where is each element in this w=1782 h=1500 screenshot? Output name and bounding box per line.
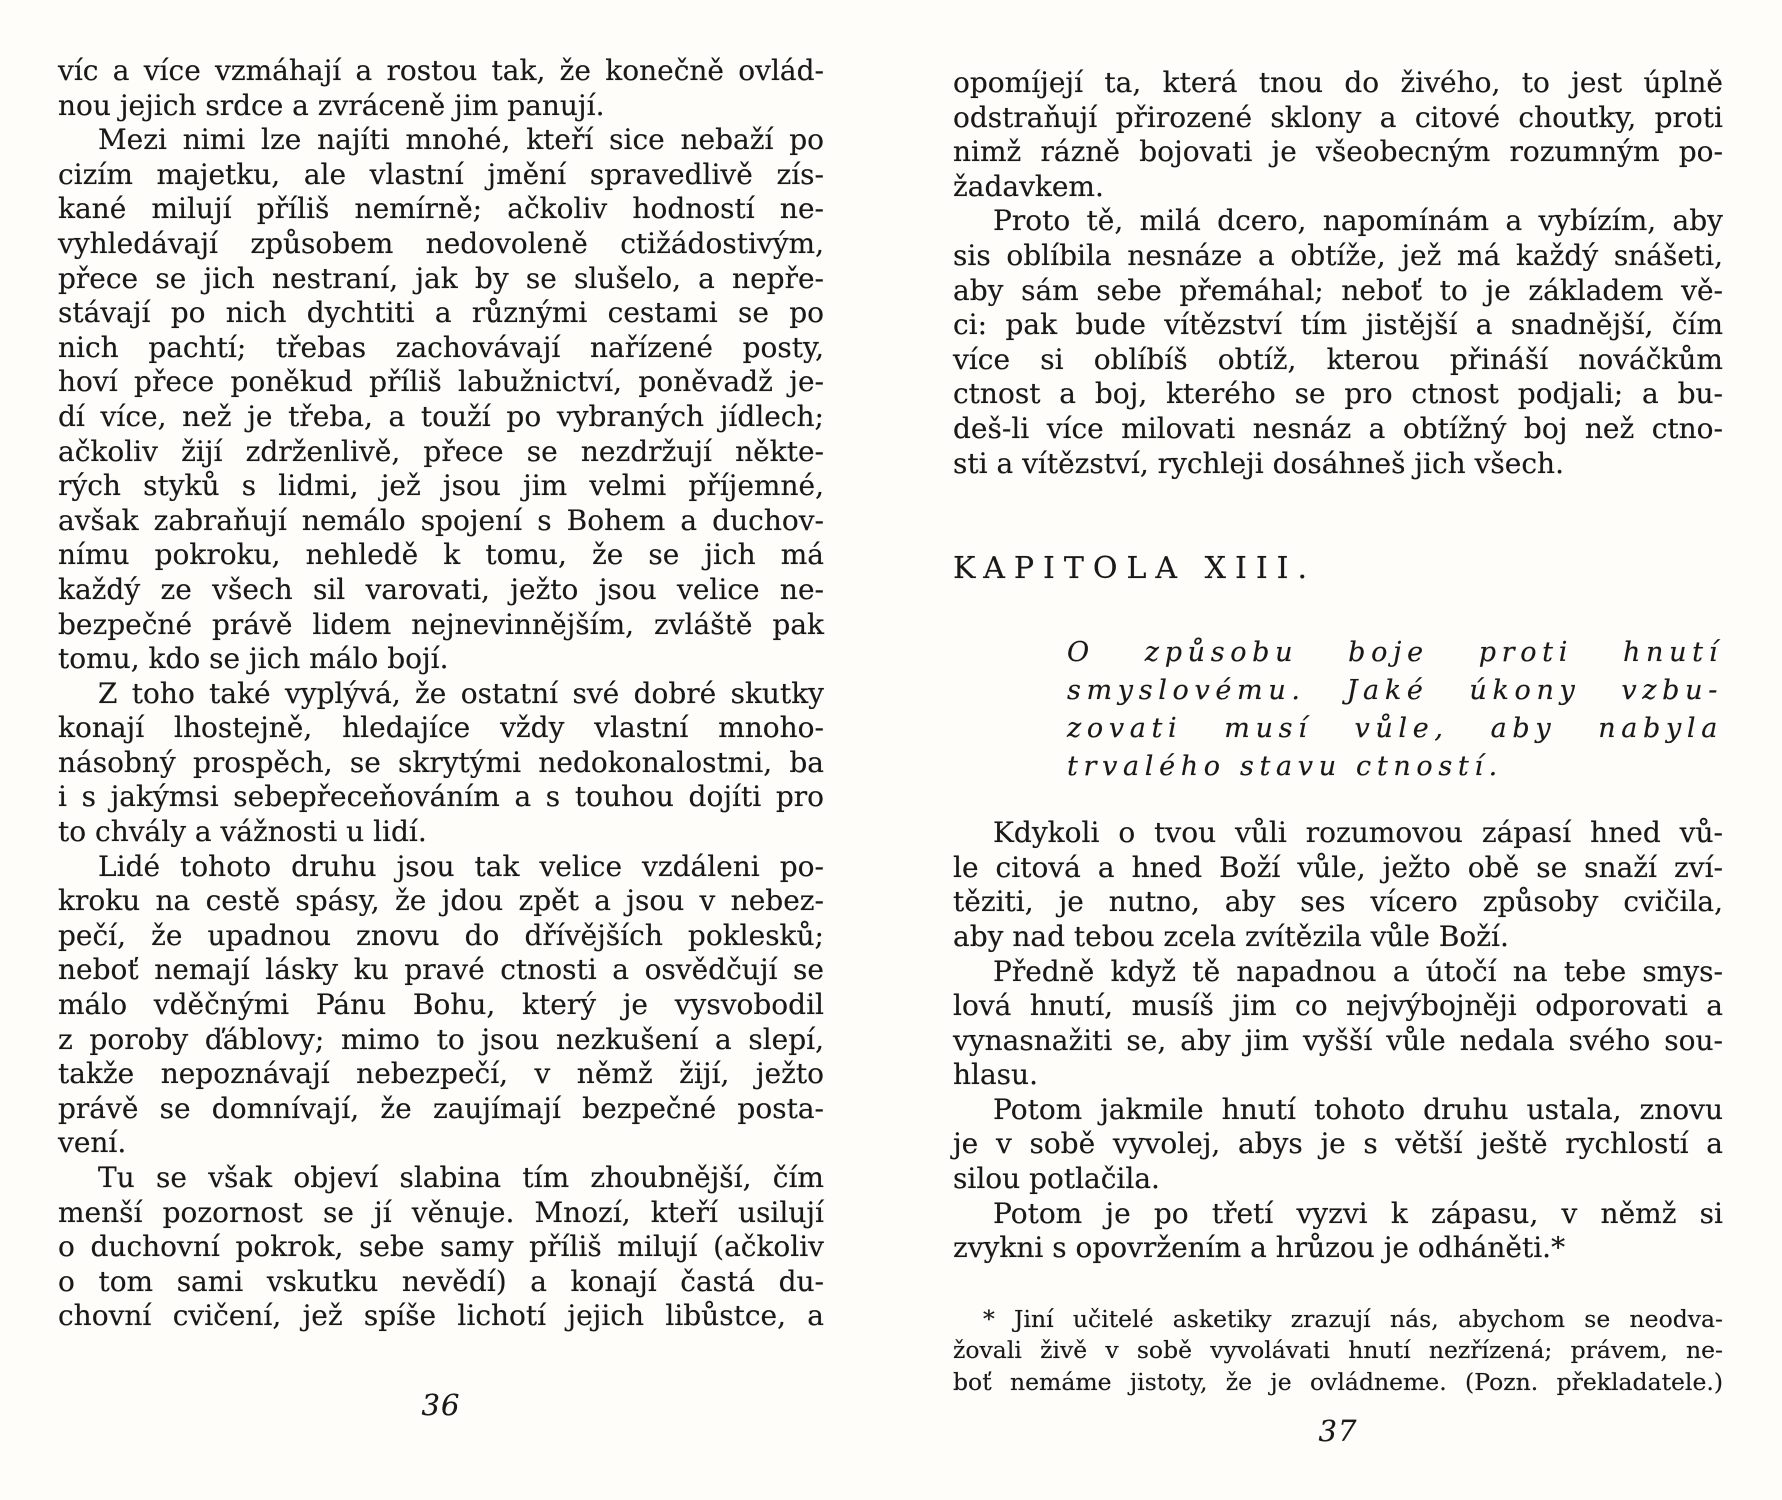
text-line: konají lhostejně, hledajíce vždy vlastní mnoho- bbox=[58, 711, 824, 745]
text-line: O způsobu boje proti hnutí bbox=[1067, 637, 1723, 669]
text-line: smyslovému. Jaké úkony vzbu- bbox=[1067, 675, 1723, 707]
text-line: nimž rázně bojovati je všeobecným rozumným po- bbox=[953, 135, 1723, 169]
text-line: Potom je po třetí vyzvi k zápasu, v němž si bbox=[993, 1196, 1723, 1230]
text-line: stávají po nich dychtiti a různými cestami se po bbox=[58, 296, 824, 330]
text-line: vynasnažiti se, aby jim vyšší vůle nedala svého sou- bbox=[953, 1023, 1723, 1057]
text-line: více si oblíbíš obtíž, kterou přináší nováčkům bbox=[953, 342, 1723, 376]
text-line: vení. bbox=[58, 1126, 127, 1160]
text-line: rých styků s lidmi, jež jsou jim velmi příjemné, bbox=[58, 469, 824, 503]
paragraph bbox=[953, 955, 1723, 1093]
text-line: zvykni s opovržením a hrůzou je odháněti.* bbox=[953, 1231, 1566, 1265]
text-line: opomíjejí ta, která tnou do živého, to jest úplně bbox=[953, 66, 1723, 99]
text-line: silou potlačila. bbox=[953, 1162, 1160, 1196]
text-line: ctnost a boj, kterého se pro ctnost podjali; a bu- bbox=[953, 377, 1723, 411]
text-line: odstraňují přirozené sklony a citové choutky, proti bbox=[953, 100, 1723, 134]
text-line: Kdykoli o tvou vůli rozumovou zápasí hned vů- bbox=[993, 816, 1723, 850]
text-line: každý ze všech sil varovati, ježto jsou velice ne- bbox=[58, 572, 824, 606]
text-line: málo vděčnými Pánu Bohu, který je vysvobodil bbox=[58, 988, 824, 1022]
text-line: žovali živě v sobě vyvolávati hnutí nezřízená; právem, ne- bbox=[953, 1336, 1723, 1365]
text-line: deš-li více milovati nesnáz a obtížný boj než ctno- bbox=[953, 411, 1723, 445]
text-line: le citová a hned Boží vůle, ježto obě se snaží zví- bbox=[953, 850, 1723, 884]
text-line: přece se jich nestraní, jak by se slušelo, a nepře- bbox=[58, 261, 824, 295]
text-line: tomu, kdo se jich málo bojí. bbox=[58, 642, 449, 676]
text-line: chovní cvičení, jež spíše lichotí jejich libůstce, a bbox=[58, 1299, 824, 1333]
text-line: Mezi nimi lze najíti mnohé, kteří sice nebaží po bbox=[98, 123, 824, 157]
text-line: neboť nemají lásky ku pravé ctnosti a osvědčují se bbox=[58, 953, 824, 987]
text-line: hoví přece poněkud příliš labužnictví, poněvadž je- bbox=[58, 365, 824, 399]
paragraph bbox=[953, 204, 1723, 481]
text-line: nich pachtí; třebas zachovávají nařízené posty, bbox=[58, 330, 824, 364]
text-line: ci: pak bude vítězství tím jistější a snadnější, čím bbox=[953, 308, 1723, 342]
text-line: trvalého stavu ctností. bbox=[1067, 751, 1503, 783]
paragraph bbox=[953, 1304, 1723, 1399]
paragraph bbox=[953, 816, 1723, 954]
text-line: víc a více vzmáhají a rostou tak, že konečně ovlád- bbox=[58, 54, 824, 87]
text-line: Potom jakmile hnutí tohoto druhu ustala, znovu bbox=[993, 1092, 1723, 1126]
chapter-subtitle bbox=[1067, 634, 1723, 786]
text-line: pečí, že upadnou znovu do dřívějších poklesků; bbox=[58, 918, 824, 952]
text-line: nou jejich srdce a zvráceně jim panují. bbox=[58, 88, 605, 122]
text-line: nímu pokroku, nehledě k tomu, že se jich má bbox=[58, 538, 824, 572]
text-line: aby nad tebou zcela zvítězila vůle Boží. bbox=[953, 919, 1509, 953]
text-line: Z toho také vyplývá, že ostatní své dobré skutky bbox=[98, 676, 824, 710]
paragraph bbox=[58, 54, 824, 123]
footnote bbox=[953, 1304, 1723, 1399]
text-line: ačkoliv žijí zdrženlivě, přece se nezdržují někte- bbox=[58, 434, 824, 468]
text-line: bezpečné právě lidem nejnevinnějším, zvláště pak bbox=[58, 607, 824, 641]
paragraph bbox=[58, 850, 824, 1161]
text-line: boť nemáme jistoty, že je ovládneme. (Pozn. překladatele.) bbox=[953, 1367, 1723, 1396]
text-line: * Jiní učitelé asketiky zrazují nás, abychom se neodva- bbox=[983, 1304, 1723, 1333]
text-line: Předně když tě napadnou a útočí na tebe smys- bbox=[993, 954, 1723, 988]
left-page-body-text bbox=[58, 54, 824, 1334]
text-line: vyhledávají způsobem nedovoleně ctižádostivým, bbox=[58, 226, 824, 260]
paragraph bbox=[58, 677, 824, 850]
text-line: aby sám sebe přemáhal; neboť to je základem vě- bbox=[953, 273, 1723, 307]
text-line: kané milují příliš nemírně; ačkoliv hodností ne- bbox=[58, 192, 824, 226]
text-line: takže nepoznávají nebezpečí, v němž žijí, ježto bbox=[58, 1057, 824, 1091]
text-line: právě se domnívají, že zaujímají bezpečné posta- bbox=[58, 1091, 824, 1125]
text-line: avšak zabraňují nemálo spojení s Bohem a duchov- bbox=[58, 503, 824, 537]
text-line: to chvály a vážnosti u lidí. bbox=[58, 815, 427, 849]
text-line: o duchovní pokrok, sebe samy příliš milují (ačkoliv bbox=[58, 1230, 824, 1264]
text-line: je v sobě vyvolej, abys je s větší ještě rychlostí a bbox=[953, 1127, 1723, 1161]
chapter-heading: KAPITOLA XIII. bbox=[953, 551, 1317, 587]
text-line: žadavkem. bbox=[953, 169, 1104, 203]
text-line: menší pozornost se jí věnuje. Mnozí, kteří usilují bbox=[58, 1195, 824, 1229]
text-line: lová hnutí, musíš jim co nejvýbojněji odporovati a bbox=[953, 989, 1723, 1023]
paragraph bbox=[953, 66, 1723, 204]
page-right bbox=[953, 66, 1723, 1448]
text-line: Tu se však objeví slabina tím zhoubnější, čím bbox=[98, 1161, 824, 1194]
text-line: z poroby ďáblovy; mimo to jsou nezkušení a slepí, bbox=[58, 1022, 824, 1056]
right-page-top-text bbox=[953, 66, 1723, 481]
text-line: hlasu. bbox=[953, 1058, 1038, 1092]
text-line: dí více, než je třeba, a touží po vybraných jídlech; bbox=[58, 399, 824, 433]
text-line: Proto tě, milá dcero, napomínám a vybízím, aby bbox=[993, 204, 1723, 238]
text-line: Lidé tohoto druhu jsou tak velice vzdáleni po- bbox=[98, 849, 824, 883]
paragraph bbox=[58, 1161, 824, 1334]
text-line: násobný prospěch, se skrytými nedokonalostmi, ba bbox=[58, 745, 824, 779]
paragraph bbox=[58, 123, 824, 677]
page-left bbox=[58, 54, 824, 1422]
text-line: sis oblíbila nesnáze a obtíže, jež má každý snášeti, bbox=[953, 238, 1723, 272]
text-line: zovati musí vůle, aby nabyla bbox=[1067, 713, 1723, 745]
text-line: o tom sami vskutku nevědí) a konají častá du- bbox=[58, 1264, 824, 1298]
right-page-bottom-text bbox=[953, 816, 1723, 1266]
paragraph bbox=[953, 1093, 1723, 1197]
right-page-number: 37 bbox=[1318, 1414, 1358, 1449]
left-page-number: 36 bbox=[421, 1387, 461, 1422]
text-line: těziti, je nutno, aby ses vícero způsoby cvičila, bbox=[953, 885, 1723, 919]
text-line: i s jakýmsi sebepřeceňováním a s touhou dojíti pro bbox=[58, 780, 824, 814]
text-line: cizím majetku, ale vlastní jmění spravedlivě zís- bbox=[58, 157, 824, 191]
paragraph bbox=[953, 1197, 1723, 1266]
text-line: kroku na cestě spásy, že jdou zpět a jsou v nebez- bbox=[58, 884, 824, 918]
text-line: sti a vítězství, rychleji dosáhneš jich všech. bbox=[953, 446, 1564, 480]
